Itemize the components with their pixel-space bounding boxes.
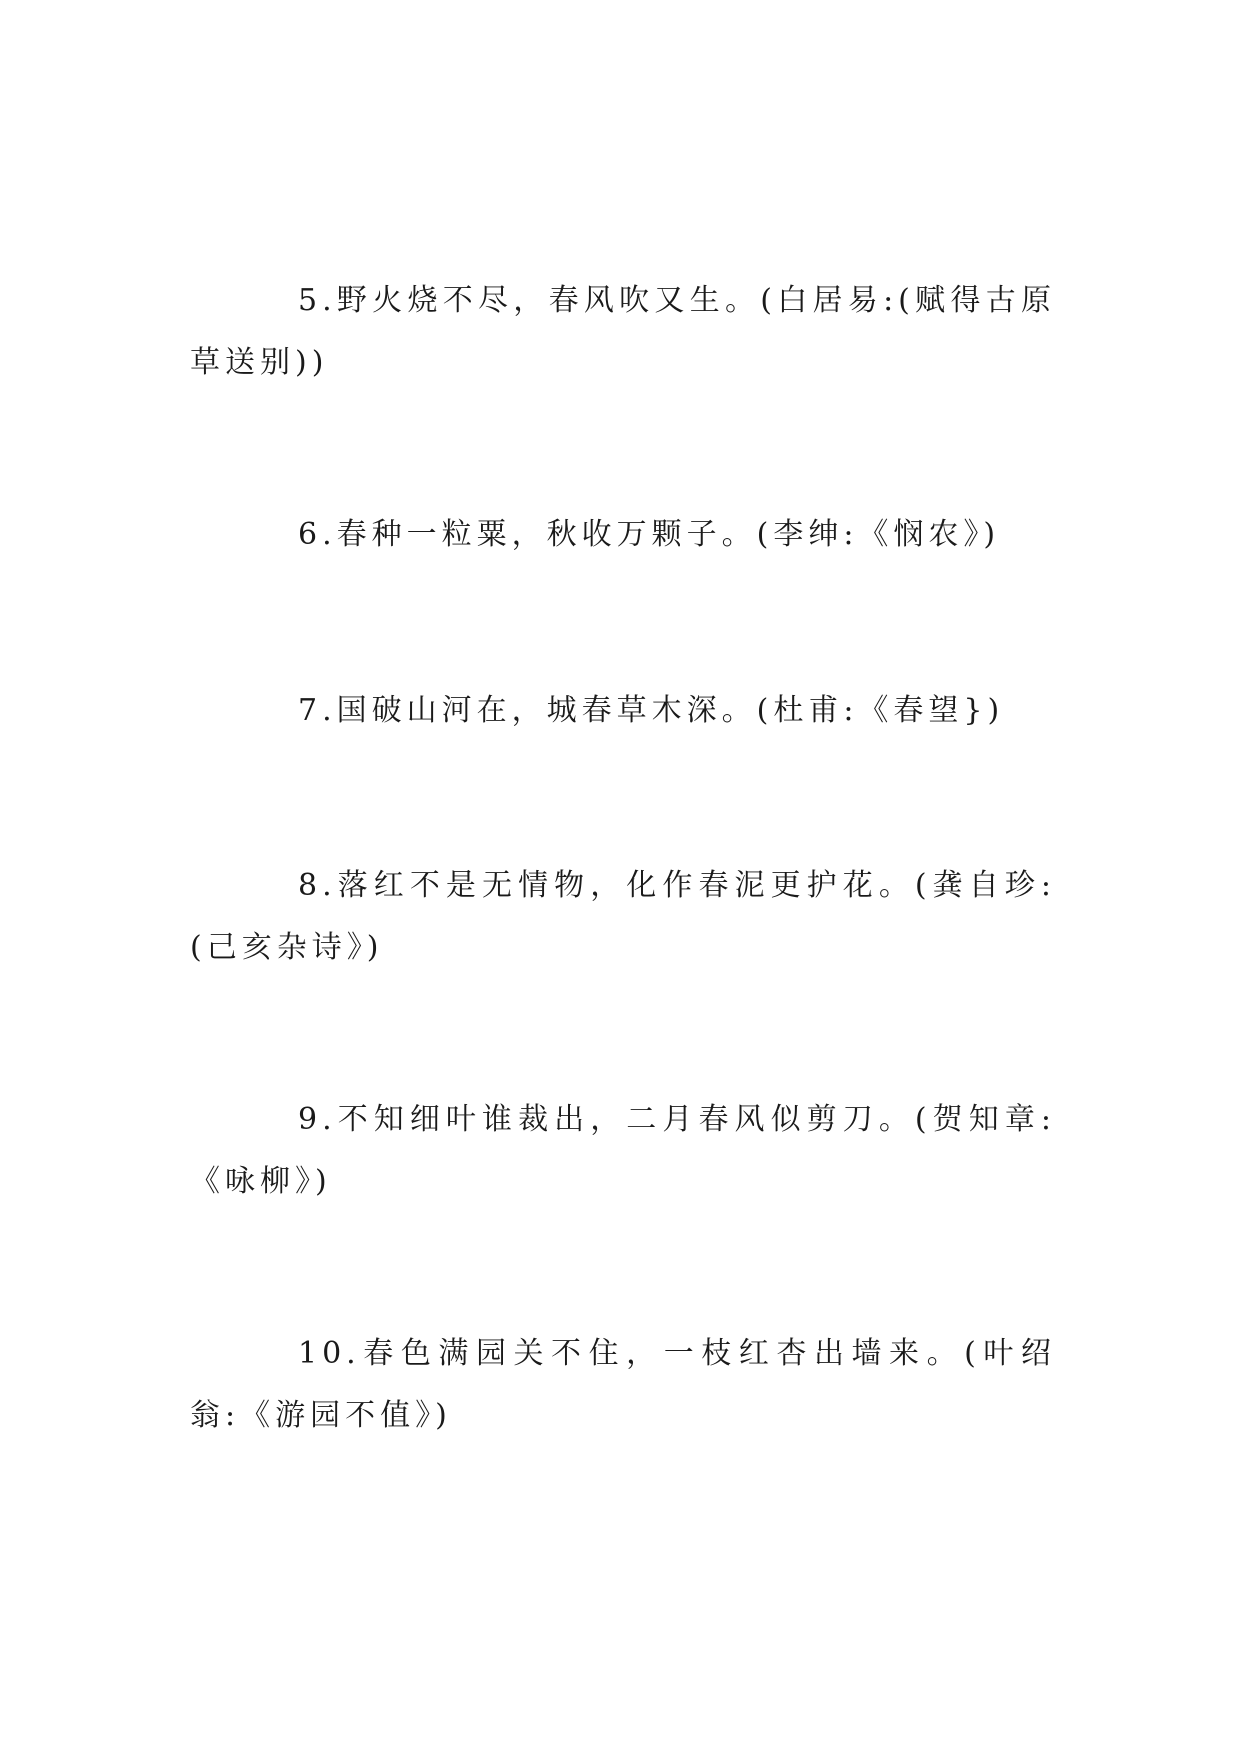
poem-quote-item [190,270,1056,394]
poem-quote-item [190,855,1056,979]
item-text: 野火烧不尽，春风吹又生。(白居易:(赋得古原草送别)) [190,283,1056,380]
poem-quote-item [190,504,1056,566]
item-text: 春种一粒粟，秋收万颗子。(李绅:《悯农》) [336,517,1001,552]
item-number: 10. [298,1336,361,1371]
item-text: 不知细叶谁裁出，二月春风似剪刀。(贺知章:《咏柳》) [190,1102,1056,1199]
poem-quote-item [190,1089,1056,1213]
item-number: 5. [298,283,337,318]
item-number: 6. [298,517,337,552]
item-number: 9. [298,1102,337,1137]
poem-quote-item [190,680,1056,742]
item-number: 7. [298,693,337,728]
item-text: 落红不是无情物，化作春泥更护花。(龚自珍:(己亥杂诗》) [190,868,1056,965]
item-number: 8. [298,868,337,903]
item-text: 国破山河在，城春草木深。(杜甫:《春望}) [336,693,1005,728]
poem-quote-item [190,1323,1056,1447]
item-text: 春色满园关不住，一枝红杏出墙来。(叶绍翁:《游园不值》) [190,1336,1056,1433]
